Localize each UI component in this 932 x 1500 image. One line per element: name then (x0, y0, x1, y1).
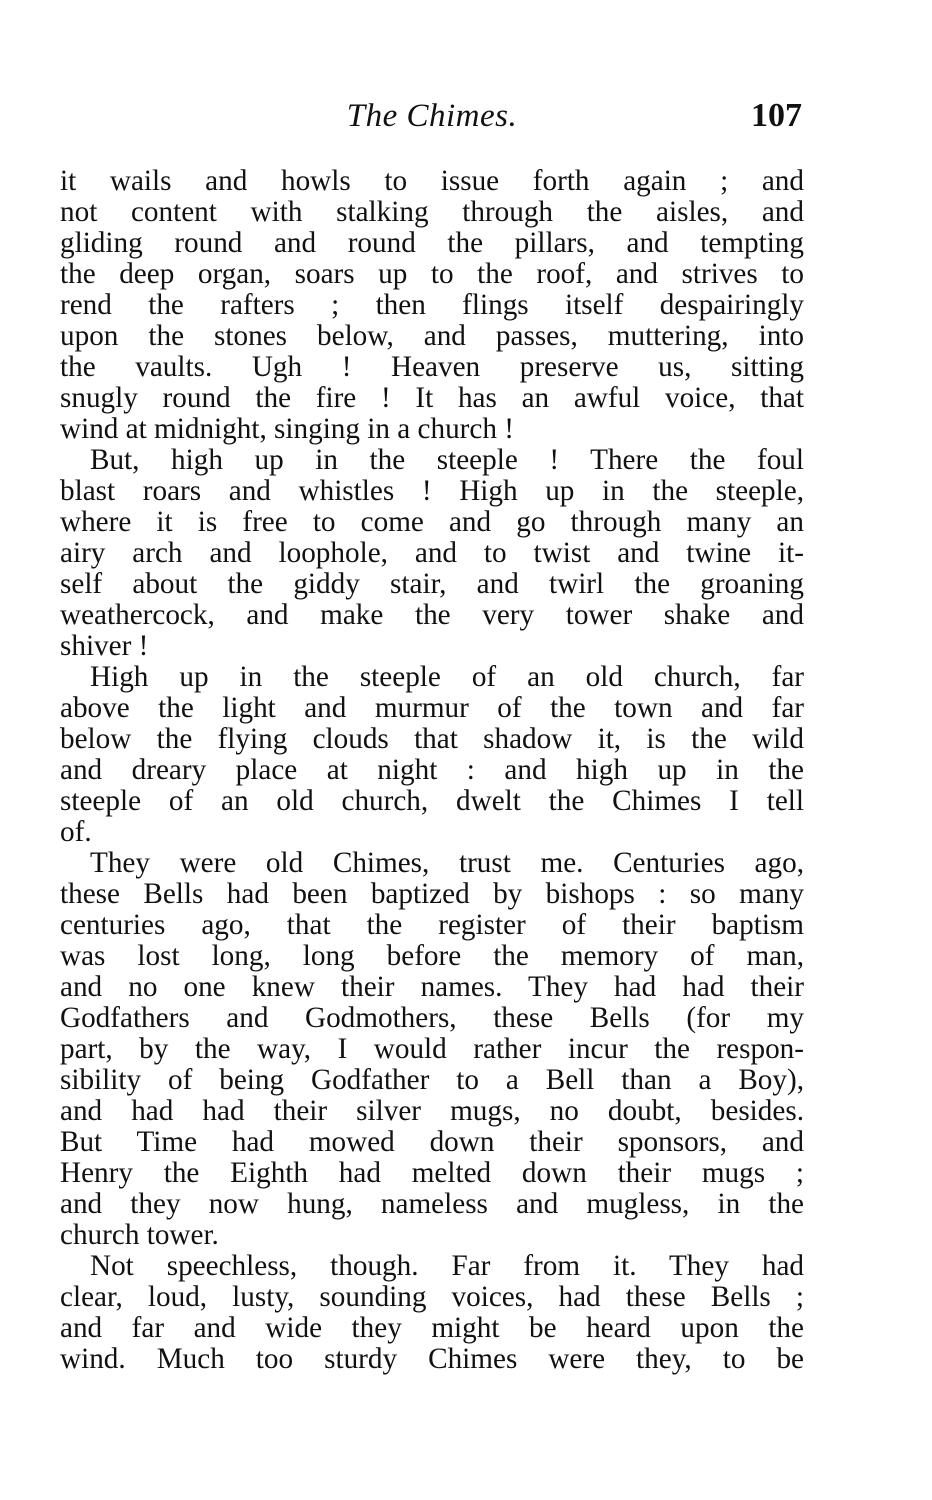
text-line: Not speechless, though. Far from it. They had (90, 1251, 804, 1282)
text-line: self about the giddy stair, and twirl the groaning (60, 569, 804, 600)
paragraph (60, 848, 804, 1251)
text-line: Godfathers and Godmothers, these Bells (for my (60, 1003, 804, 1034)
body-text (60, 166, 804, 1375)
text-line: wind. Much too sturdy Chimes were they, to be (60, 1344, 804, 1375)
text-line: rend the rafters ; then flings itself despairingly (60, 290, 804, 321)
text-line: where it is free to come and go through many an (60, 507, 804, 538)
text-line: and had had their silver mugs, no doubt, besides. (60, 1096, 804, 1127)
text-line: wind at midnight, singing in a church ! (60, 414, 514, 445)
text-line: it wails and howls to issue forth again ; and (60, 166, 804, 197)
text-line: blast roars and whistles ! High up in the steeple, (60, 476, 804, 507)
running-head (60, 96, 804, 140)
text-line: these Bells had been baptized by bishops : so many (60, 879, 804, 910)
running-title: The Chimes. (346, 98, 518, 134)
text-line: and dreary place at night : and high up in the (60, 755, 804, 786)
text-line: above the light and murmur of the town and far (60, 693, 804, 724)
text-line: and no one knew their names. They had had their (60, 972, 804, 1003)
text-line: the deep organ, soars up to the roof, and strives to (60, 259, 804, 290)
text-line: Henry the Eighth had melted down their mugs ; (60, 1158, 804, 1189)
page-number: 107 (751, 97, 802, 134)
paragraph (60, 445, 804, 662)
text-line: But Time had mowed down their sponsors, and (60, 1127, 804, 1158)
text-line: shiver ! (60, 631, 149, 662)
text-line: church tower. (60, 1220, 219, 1251)
paragraph (60, 1251, 804, 1375)
text-line: of. (60, 817, 92, 848)
text-line: But, high up in the steeple ! There the foul (90, 445, 804, 476)
text-line: They were old Chimes, trust me. Centuries ago, (90, 848, 804, 879)
text-line: and they now hung, nameless and mugless, in the (60, 1189, 804, 1220)
text-line: and far and wide they might be heard upon the (60, 1313, 804, 1344)
text-line: steeple of an old church, dwelt the Chimes I tell (60, 786, 804, 817)
text-line: weathercock, and make the very tower shake and (60, 600, 804, 631)
text-line: was lost long, long before the memory of man, (60, 941, 804, 972)
text-line: upon the stones below, and passes, muttering, into (60, 321, 804, 352)
text-line: snugly round the fire ! It has an awful voice, that (60, 383, 804, 414)
text-line: part, by the way, I would rather incur the respon- (60, 1034, 804, 1065)
text-line: gliding round and round the pillars, and tempting (60, 228, 804, 259)
text-line: sibility of being Godfather to a Bell than a Boy), (60, 1065, 804, 1096)
text-line: airy arch and loophole, and to twist and twine it- (60, 538, 804, 569)
paragraph (60, 166, 804, 445)
text-line: the vaults. Ugh ! Heaven preserve us, sitting (60, 352, 804, 383)
text-line: clear, loud, lusty, sounding voices, had these Bells ; (60, 1282, 804, 1313)
text-line: centuries ago, that the register of their baptism (60, 910, 804, 941)
text-line: below the flying clouds that shadow it, is the wild (60, 724, 804, 755)
text-line: High up in the steeple of an old church, far (90, 662, 804, 693)
paragraph (60, 662, 804, 848)
text-line: not content with stalking through the aisles, and (60, 197, 804, 228)
